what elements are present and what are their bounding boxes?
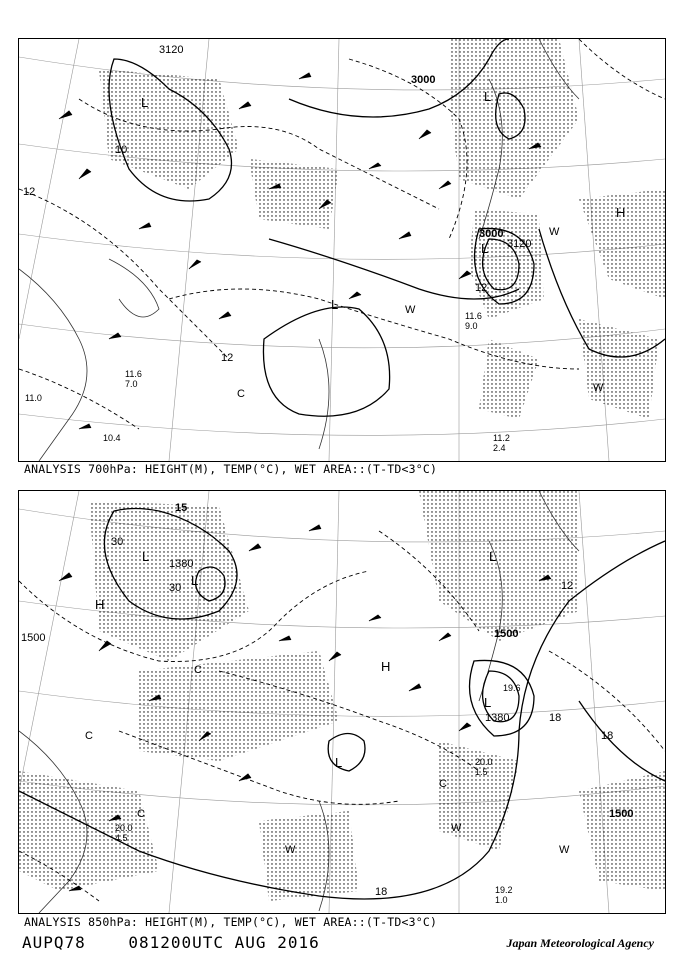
height-label: 1380 [485,712,510,724]
temp-label: 10 [115,144,128,156]
low-center: L [335,755,343,770]
station-value: 19.6 [503,683,521,693]
station-value: 11.0 [25,393,42,403]
map-700hpa [18,38,666,462]
map-850hpa-canvas [19,491,665,913]
height-label: 1500 [21,632,46,644]
height-label: 3000 [479,228,504,240]
cold-area-marker: C [85,730,93,742]
map-850hpa [18,490,666,914]
warm-area-marker: W [285,844,296,856]
low-center: L [191,573,199,588]
station-value: 9.0 [465,321,478,331]
warm-area-marker: W [451,822,462,834]
chart-identifier [22,933,320,952]
valid-time: 081200UTC AUG 2016 [128,933,320,952]
warm-area-marker: W [549,226,560,238]
temp-label: 15 [175,502,188,514]
temp-label: 18 [375,886,388,898]
cold-area-marker: C [194,664,202,676]
high-center: H [95,597,105,612]
low-center: L [484,89,492,104]
low-center: L [489,549,497,564]
height-label: 1500 [609,808,634,820]
height-label: 1500 [494,628,519,640]
height-label: 3000 [411,74,436,86]
temp-label: 30 [169,582,182,594]
station-value: 11.6 [465,311,482,321]
warm-area-marker: W [405,304,416,316]
temp-label: 12 [23,186,36,198]
cold-area-marker: C [237,388,245,400]
low-center: L [142,549,150,564]
temp-label: 18 [601,730,614,742]
cold-area-marker: C [439,778,447,790]
station-value: 2.4 [493,443,506,453]
station-value: 10.4 [103,433,121,443]
station-value: 11.6 [125,369,142,379]
temp-label: 12 [561,580,574,592]
station-value: 1.0 [495,895,508,905]
low-center: L [481,241,489,256]
station-value: 4.5 [115,833,128,843]
low-center: L [331,297,339,312]
agency-name: Japan Meteorological Agency [506,936,654,950]
high-center: H [381,659,391,674]
temp-label: 18 [549,712,562,724]
map-850hpa-caption: ANALYSIS 850hPa: HEIGHT(M), TEMP(°C), WET AREA::(T-TD<3°C) [24,915,438,929]
warm-area-marker: W [559,844,570,856]
temp-label: 12 [475,282,488,294]
warm-area-marker: W [593,382,604,394]
chart-id: AUPQ78 [22,933,86,952]
station-value: 20.0 [115,823,133,833]
height-label: 1380 [169,558,194,570]
temp-label: 12 [221,352,234,364]
temp-label: 30 [111,536,124,548]
wet-areas [99,39,665,419]
high-center: H [616,205,626,220]
map-700hpa-caption: ANALYSIS 700hPa: HEIGHT(M), TEMP(°C), WET AREA::(T-TD<3°C) [24,462,438,476]
station-value: 7.0 [125,379,138,389]
map-700hpa-canvas [19,39,665,461]
height-label: 3120 [159,44,184,56]
low-center: L [141,95,149,110]
station-value: 1.5 [475,767,488,777]
height-label: 3120 [507,238,532,250]
low-center: L [484,695,492,710]
station-value: 11.2 [493,433,510,443]
station-value: 19.2 [495,885,513,895]
cold-area-marker: C [137,808,145,820]
station-value: 20.0 [475,757,493,767]
